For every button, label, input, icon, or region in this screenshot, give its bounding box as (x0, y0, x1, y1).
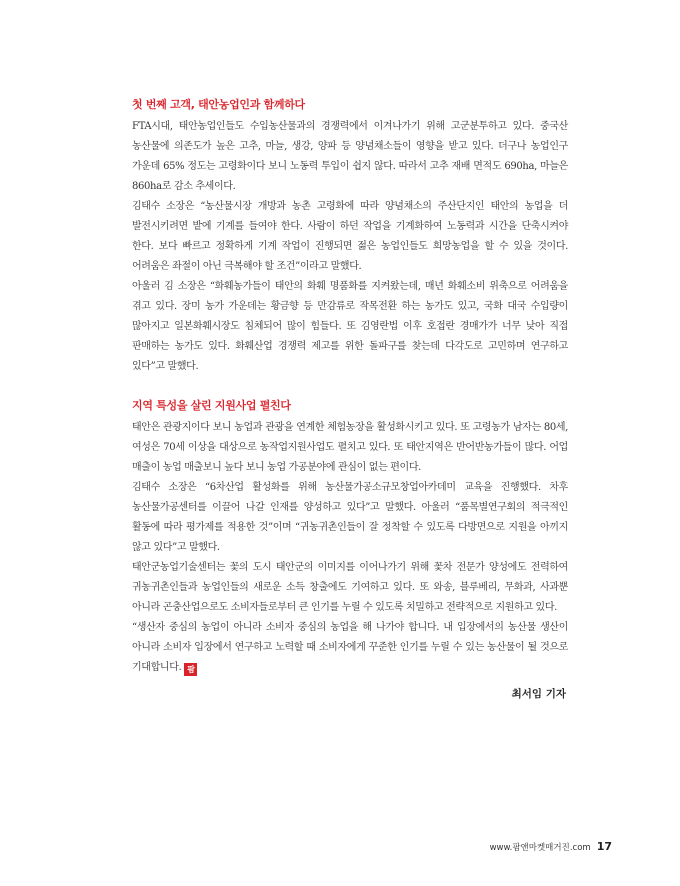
byline: 최서임 기자 (511, 688, 566, 700)
paragraph: 김태수 소장은 “농산물시장 개방과 농촌 고령화에 따라 양념채소의 주산단지인 태안의 농업을 더 발전시키려면 밭에 기계를 들여야 한다. 사람이 하던 작업을 기계화하여 노동력과 시간을 단축시켜야 한다. 보다 빠르고 정확하게 기계 작업이 진행되면 젊은 농업인들도 희망농업을 할 수 있을 것이다. 어려움은 좌절이 아닌 극복해야 할 조건”이라고 말했다. (132, 201, 568, 272)
paragraph: 태안군농업기술센터는 꽃의 도시 태안군의 이미지를 이어나가기 위해 꽃차 전문가 양성에도 전력하여 귀농귀촌인들과 농업인들의 새로운 소득 창출에도 기여하고 있다. 또 와송, 블루베리, 무화과, 사과뿐 아니라 곤충산업으로도 소비자들로부터 큰 인기를 누릴 수 있도록 치밀하고 전략적으로 지원하고 있다. (132, 562, 568, 613)
article-body (132, 96, 568, 701)
end-mark-icon: 팜 (184, 663, 197, 676)
section-heading-regional-support: 지역 특성을 살린 지원사업 펼친다 (132, 399, 291, 412)
section-heading-first-customer: 첫 번째 고객, 태안농업인과 함께하다 (132, 98, 305, 111)
paragraph-final (132, 618, 568, 678)
page-number: 17 (596, 840, 612, 853)
paragraph: 아울러 김 소장은 “화훼농가들이 태안의 화훼 명품화를 지켜왔는데, 매년 화훼소비 위축으로 어려움을 겪고 있다. 장미 농가 가운데는 황금향 등 만감류로 작목전환 하는 농가도 있고, 국화 대국 수입량이 많아지고 일본화훼시장도 침체되어 많이 힘들다. 또 김영란법 이후 호접란 경매가가 너무 낮아 직접 판매하는 농가도 있다. 화훼산업 경쟁력 제고를 위한 돌파구를 찾는데 다각도로 고민하며 연구하고 있다”고 말했다. (132, 281, 568, 372)
paragraph: 태안은 관광지이다 보니 농업과 관광을 연계한 체험농장을 활성화시키고 있다. 또 고령농가 남자는 80세, 여성은 70세 이상을 대상으로 농작업지원사업도 펼치고 있다. 또 태안지역은 반어반농가들이 많다. 어업 매출이 농업 매출보니 높다 보니 농업 가공분야에 관심이 없는 편이다. (132, 422, 568, 473)
footer-url: www.팜앤마켓매거진.com (489, 843, 591, 853)
paragraph-text: “생산자 중심의 농업이 아니라 소비자 중심의 농업을 해 나가야 합니다. 내 입장에서의 농산물 생산이 아니라 소비자 입장에서 연구하고 노력할 때 소비자에게 꾸준한 인기를 누릴 수 있는 농산물이 될 것으로 기대합니다. (132, 622, 568, 673)
page-footer (490, 840, 612, 853)
paragraph: 김태수 소장은 “6차산업 활성화를 위해 농산물가공소규모창업아카데미 교육을 진행했다. 차후 농산물가공센터를 이끌어 나갈 인재를 양성하고 있다”고 말했다. 아울러 “품목별연구회의 적극적인 활동에 따라 평가제를 적용한 것”이며 “귀농귀촌인들이 잘 정착할 수 있도록 다방면으로 지원을 아끼지 않고 있다”고 말했다. (132, 482, 568, 553)
paragraph: FTA시대, 태안농업인들도 수입농산물과의 경쟁력에서 이겨나가기 위해 고군분투하고 있다. 중국산 농산물에 의존도가 높은 고추, 마늘, 생강, 양파 등 양념채소들이 영향을 받고 있다. 더구나 농업인구 가운데 65% 정도는 고령화이다 보니 노동력 투입이 쉽지 않다. 따라서 고추 재배 면적도 690ha, 마늘은 860ha로 감소 추세이다. (132, 121, 568, 192)
